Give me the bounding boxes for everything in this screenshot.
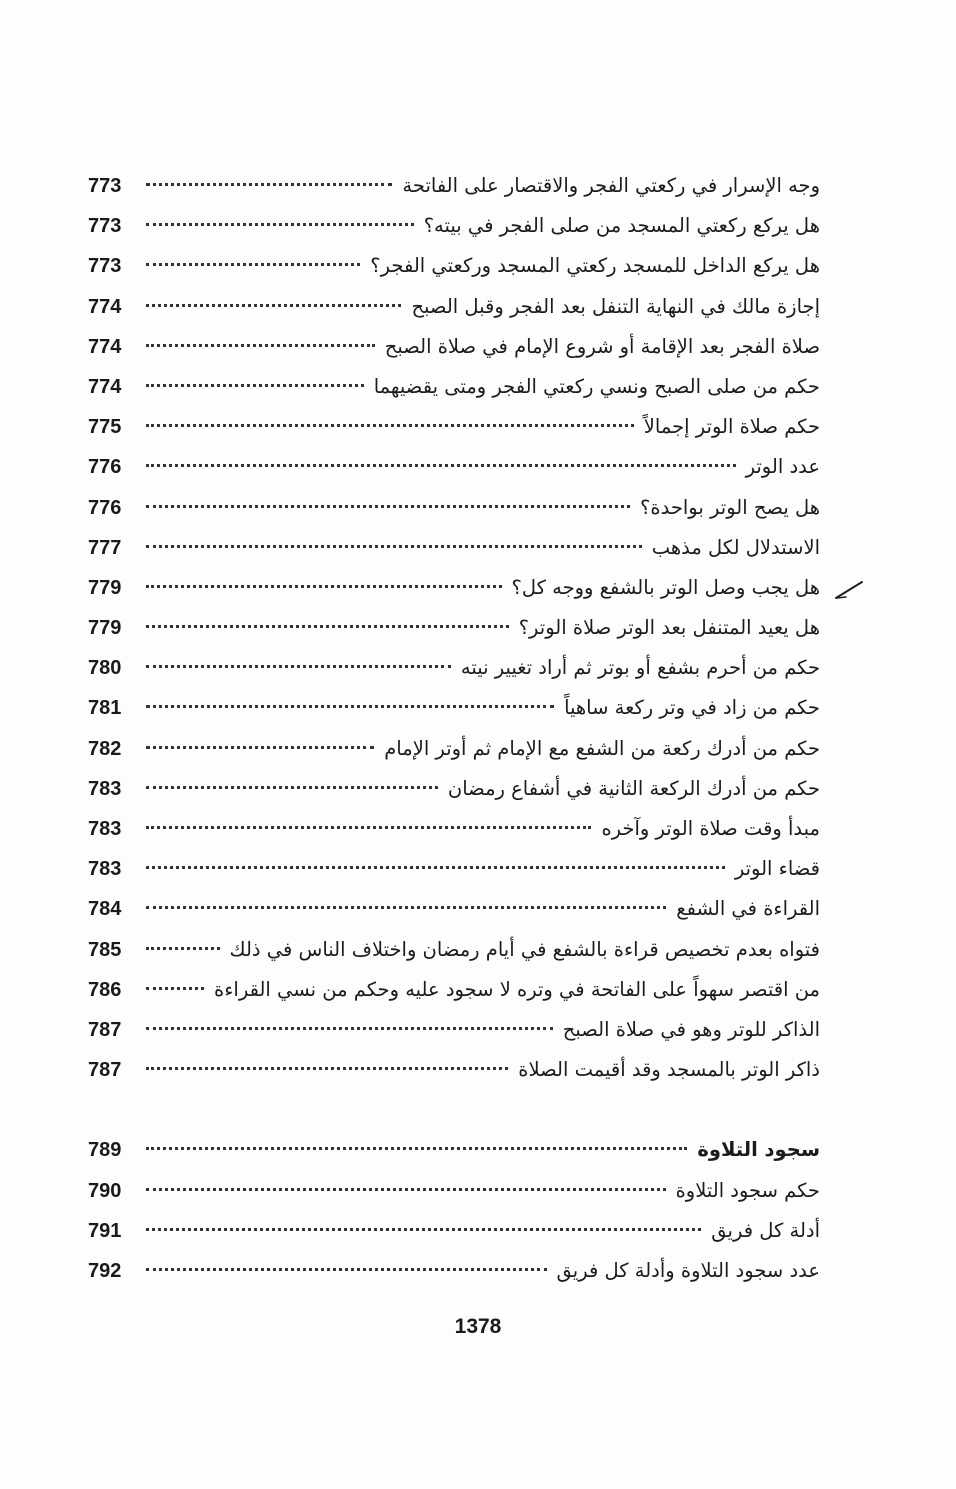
dot-leader bbox=[146, 585, 502, 588]
toc-entry-page: 785 bbox=[88, 938, 122, 961]
toc-entry bbox=[88, 608, 820, 648]
toc-entry bbox=[88, 1251, 820, 1291]
toc-entry-page: 780 bbox=[88, 657, 122, 680]
toc-entry-title: الاستدلال لكل مذهب bbox=[651, 535, 820, 559]
toc-entry bbox=[88, 447, 820, 487]
dot-leader bbox=[146, 344, 375, 347]
margin-pencil-mark bbox=[834, 578, 866, 602]
toc-entry bbox=[88, 849, 820, 889]
toc-entry-title: إجازة مالك في النهاية التنفل بعد الفجر وقبل الصبح bbox=[411, 294, 820, 318]
toc-entry bbox=[88, 287, 820, 327]
toc-entry-page: 784 bbox=[88, 898, 122, 921]
table-of-contents bbox=[88, 166, 820, 1291]
dot-leader bbox=[146, 625, 509, 628]
dot-leader bbox=[146, 1268, 547, 1271]
toc-entry-title: قضاء الوتر bbox=[734, 857, 820, 881]
toc-entry-page: 783 bbox=[88, 777, 122, 800]
toc-entry-title: حكم من أدرك الركعة الثانية في أشفاع رمضان bbox=[447, 776, 820, 800]
toc-entry bbox=[88, 528, 820, 568]
toc-section bbox=[88, 166, 820, 1090]
dot-leader bbox=[146, 705, 554, 708]
dot-leader bbox=[146, 424, 634, 427]
toc-entry-page: 783 bbox=[88, 858, 122, 881]
toc-entry-title: القراءة في الشفع bbox=[676, 897, 820, 921]
toc-entry bbox=[88, 809, 820, 849]
toc-entry bbox=[88, 648, 820, 688]
toc-entry-page: 773 bbox=[88, 255, 122, 278]
toc-entry-page: 787 bbox=[88, 1018, 122, 1041]
toc-entry-page: 776 bbox=[88, 496, 122, 519]
toc-entry-title: حكم من صلى الصبح ونسي ركعتي الفجر ومتى يقضيهما bbox=[373, 374, 820, 398]
toc-entry-title: حكم من أدرك ركعة من الشفع مع الإمام ثم أوتر الإمام bbox=[384, 736, 820, 760]
toc-entry-page: 773 bbox=[88, 215, 122, 238]
dot-leader bbox=[146, 223, 414, 226]
toc-entry-title: هل يركع ركعتي المسجد من صلى الفجر في بيته؟ bbox=[423, 214, 820, 238]
toc-entry-title: الذاكر للوتر وهو في صلاة الصبح bbox=[562, 1017, 820, 1041]
toc-entry-page: 791 bbox=[88, 1219, 122, 1242]
toc-entry bbox=[88, 889, 820, 929]
toc-entry-title: مبدأ وقت صلاة الوتر وآخره bbox=[601, 817, 820, 840]
toc-entry bbox=[88, 1130, 820, 1170]
dot-leader bbox=[146, 505, 630, 508]
toc-entry bbox=[88, 367, 820, 407]
dot-leader bbox=[146, 384, 364, 387]
toc-entry bbox=[88, 688, 820, 728]
page-number: 1378 bbox=[454, 1315, 502, 1338]
toc-section-heading: سجود التلاوة bbox=[697, 1138, 820, 1162]
toc-entry-page: 779 bbox=[88, 576, 122, 599]
toc-entry bbox=[88, 1211, 820, 1251]
toc-entry-title: هل يصح الوتر بواحدة؟ bbox=[640, 495, 820, 519]
toc-entry bbox=[88, 327, 820, 367]
toc-entry-title: حكم من أحرم بشفع أو بوتر ثم أراد تغيير نيته bbox=[460, 656, 820, 680]
dot-leader bbox=[146, 786, 438, 789]
dot-leader bbox=[146, 1188, 666, 1191]
toc-entry bbox=[88, 970, 820, 1010]
toc-entry bbox=[88, 1010, 820, 1050]
dot-leader bbox=[146, 304, 401, 307]
toc-entry bbox=[88, 206, 820, 246]
toc-entry bbox=[88, 1050, 820, 1090]
toc-entry-title: حكم سجود التلاوة bbox=[675, 1178, 820, 1202]
toc-entry-page: 774 bbox=[88, 375, 122, 398]
toc-entry bbox=[88, 729, 820, 769]
toc-entry-page: 775 bbox=[88, 416, 122, 439]
toc-entry-page: 776 bbox=[88, 456, 122, 479]
toc-entry bbox=[88, 769, 820, 809]
toc-entry-page: 792 bbox=[88, 1259, 122, 1282]
toc-entry bbox=[88, 166, 820, 206]
toc-entry-page: 777 bbox=[88, 536, 122, 559]
toc-entry-title: فتواه بعدم تخصيص قراءة بالشفع في أيام رمضان واختلاف الناس في ذلك bbox=[229, 937, 820, 961]
toc-entry-title: ذاكر الوتر بالمسجد وقد أقيمت الصلاة bbox=[518, 1058, 820, 1082]
toc-entry-page: 773 bbox=[88, 175, 122, 197]
toc-entry-page: 786 bbox=[88, 978, 122, 1001]
dot-leader bbox=[146, 183, 392, 186]
dot-leader bbox=[146, 906, 666, 909]
toc-entry-title: حكم صلاة الوتر إجمالاً bbox=[643, 415, 820, 439]
dot-leader bbox=[146, 866, 725, 869]
toc-entry-page: 781 bbox=[88, 697, 122, 720]
toc-entry-page: 779 bbox=[88, 617, 122, 640]
toc-entry-title: أدلة كل فريق bbox=[711, 1218, 820, 1242]
toc-entry-title: عدد الوتر bbox=[745, 455, 820, 479]
toc-entry-title: عدد سجود التلاوة وأدلة كل فريق bbox=[556, 1258, 820, 1282]
dot-leader bbox=[146, 1067, 508, 1070]
toc-entry-page: 787 bbox=[88, 1059, 122, 1082]
toc-section bbox=[88, 1130, 820, 1291]
toc-entry-page: 790 bbox=[88, 1179, 122, 1202]
toc-entry-page: 774 bbox=[88, 295, 122, 318]
toc-entry-page: 789 bbox=[88, 1139, 122, 1162]
dot-leader bbox=[146, 947, 220, 950]
toc-entry-page: 782 bbox=[88, 737, 122, 760]
dot-leader bbox=[146, 263, 360, 266]
toc-entry-title: صلاة الفجر بعد الإقامة أو شروع الإمام في صلاة الصبح bbox=[384, 334, 820, 358]
dot-leader bbox=[146, 987, 204, 990]
toc-entry-title: هل يجب وصل الوتر بالشفع ووجه كل؟ bbox=[511, 575, 820, 599]
toc-entry-title: وجه الإسرار في ركعتي الفجر والاقتصار على الفاتحة bbox=[402, 174, 820, 197]
toc-entry-page: 774 bbox=[88, 335, 122, 358]
toc-entry bbox=[88, 930, 820, 970]
toc-entry bbox=[88, 488, 820, 528]
dot-leader bbox=[146, 826, 591, 829]
toc-entry bbox=[88, 246, 820, 286]
toc-entry bbox=[88, 568, 820, 608]
toc-entry-title: هل يعيد المتنفل بعد الوتر صلاة الوتر؟ bbox=[518, 616, 820, 640]
toc-entry-title: هل يركع الداخل للمسجد ركعتي المسجد وركعتي الفجر؟ bbox=[370, 254, 820, 278]
dot-leader bbox=[146, 1228, 701, 1231]
dot-leader bbox=[146, 545, 642, 548]
dot-leader bbox=[146, 464, 736, 467]
dot-leader bbox=[146, 1147, 687, 1150]
toc-entry bbox=[88, 1171, 820, 1211]
toc-entry bbox=[88, 407, 820, 447]
dot-leader bbox=[146, 1027, 553, 1030]
toc-entry-title: حكم من زاد في وتر ركعة ساهياً bbox=[564, 696, 820, 720]
dot-leader bbox=[146, 746, 374, 749]
toc-entry-page: 783 bbox=[88, 818, 122, 840]
dot-leader bbox=[146, 665, 451, 668]
toc-entry-title: من اقتصر سهواً على الفاتحة في وتره لا سجود عليه وحكم من نسي القراءة bbox=[214, 977, 820, 1001]
